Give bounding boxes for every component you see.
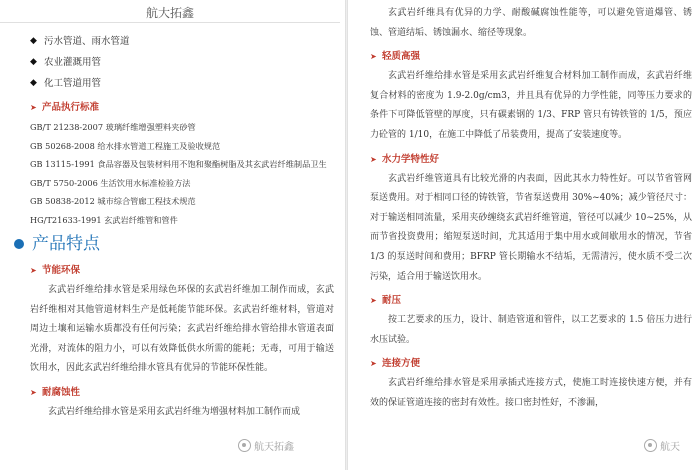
section-heading: ➤ 水力学特性好 (370, 150, 692, 170)
section-heading: ➤ 耐腐蚀性 (30, 383, 334, 403)
wechat-logo-icon (644, 439, 657, 452)
features-heading: 产品特点 (14, 231, 334, 257)
page-divider (345, 0, 348, 470)
arrow-bullet-icon: ➤ (370, 154, 377, 164)
paragraph: 按工艺要求的压力，设计、制造管道和管件，以工艺要求的 1.5 倍压力进行水压试验。 (370, 315, 692, 345)
paragraph: 玄武岩纤维给排水管是采用玄武岩纤维复合材料加工制作而成，玄武岩纤维复合材料的密度为 1.9-2.0g/cm3，并且具有优异的力学性能，同等压力要求的条件下可降低管壁的厚度，只有碳素钢的 1/3、FRP 管只有铸铁管的 1/5，预应力砼管的 1/10，在施工中降低了吊装费用，提高了安装速度等。 (370, 71, 692, 140)
circle-bullet-icon (14, 239, 24, 249)
list-item: ◆ 化工管道用管 (30, 73, 334, 94)
section-heading: ➤ 耐压 (370, 291, 692, 311)
section-heading: ➤ 产品执行标准 (30, 98, 334, 118)
paragraph: 玄武岩纤维给排水管是采用绿色环保的玄武岩纤维加工制作而成，玄武岩纤维相对其他管道材料生产是低耗能节能环保。玄武岩纤维材料，管道对周边土壤和运输水质都没有任何污染；玄武岩纤维给排水管给排水管道表面光滑，对流体的阻力小，可以有效降低供水所需的能耗；无毒，可用于输送饮用水，因此玄武岩纤维给排水管具有优异的节能环保性能。 (30, 285, 334, 374)
arrow-bullet-icon: ➤ (370, 359, 377, 369)
list-item: ◆ 污水管道、雨水管道 (30, 31, 334, 52)
standards-list (30, 118, 334, 229)
list-item: ◆ 农业灌溉用管 (30, 52, 334, 73)
section-heading: ➤ 节能环保 (30, 261, 334, 281)
left-page (0, 0, 340, 470)
paragraph: 玄武岩纤维具有优异的力学、耐酸碱腐蚀性能等，可以避免管道爆管、锈蚀、管道结垢、锈蚀漏水、缩径等现象。 (370, 8, 692, 38)
paragraph: 玄武岩纤维管道具有比较光滑的内表面，因此其水力特性好。可以节省管网泵送费用。对于相同口径的铸铁管，节省泵送费用 30%~40%；减少管径尺寸：对于输送相同流量，采用夹砂缠绕玄武岩纤维管道，管径可以减少 10~25%，从而节省投资费用；缩短泵送时间，尤其适用于集中用水或间歇用水的情况，节省 1/3 的泵送时间和费用；BFRP 管长期输水不结垢，无需清污，使水质不受二次污染，适合用于输送饮用水。 (370, 173, 692, 282)
standard-item: GB/T 21238-2007 玻璃纤维增强塑料夹砂管 (30, 122, 196, 132)
standard-item: GB 50268-2008 给水排水管道工程施工及验收规范 (30, 140, 221, 151)
section-heading: ➤ 轻质高强 (370, 47, 692, 67)
paragraph: 玄武岩纤维给排水管是采用承插式连接方式，使施工时连接快速方便，并有效的保证管道连接的密封有效性。接口密封性好，不渗漏， (370, 378, 692, 408)
right-page (352, 0, 700, 470)
arrow-bullet-icon: ➤ (30, 266, 37, 275)
running-head: 航大拓鑫 (0, 0, 340, 23)
standard-item: HG/T21633-1991 玄武岩纤维管和管件 (30, 214, 178, 225)
arrow-bullet-icon: ➤ (370, 296, 377, 306)
diamond-bullet-icon: ◆ (30, 57, 37, 67)
diamond-bullet-icon: ◆ (30, 78, 37, 88)
standard-item: GB 50838-2012 城市综合管廊工程技术规范 (30, 196, 196, 206)
section-heading: ➤ 连接方便 (370, 354, 692, 374)
diamond-bullet-icon: ◆ (30, 36, 37, 46)
arrow-bullet-icon: ➤ (30, 387, 37, 397)
watermark: 航天 (644, 438, 680, 453)
bullet-list (30, 31, 334, 94)
standard-item: GB 13115-1991 食品容器及包装材料用不饱和聚酯树脂及其玄武岩纤维制品卫生 (30, 159, 327, 169)
wechat-logo-icon (238, 439, 251, 452)
arrow-bullet-icon: ➤ (370, 52, 377, 62)
standard-item: GB/T 5750-2006 生活饮用水标准检验方法 (30, 177, 191, 188)
arrow-bullet-icon: ➤ (30, 103, 37, 112)
watermark: 航天拓鑫 (238, 438, 294, 453)
paragraph: 玄武岩纤维给排水管是采用玄武岩纤维为增强材料加工制作而成 (48, 406, 301, 417)
